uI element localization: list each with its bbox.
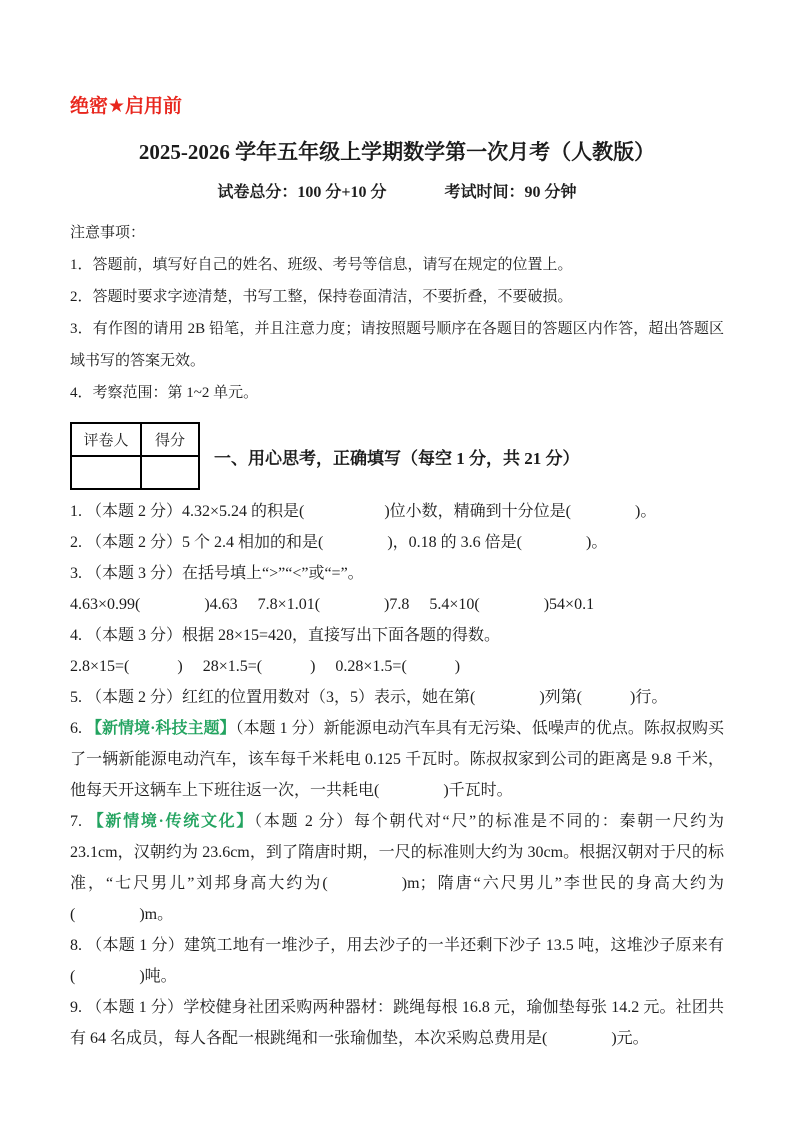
exam-title: 2025-2026 学年五年级上学期数学第一次月考（人教版） — [138, 140, 656, 164]
question-6-text: （本题 1 分）新能源电动汽车具有无污染、低噪声的优点。陈叔叔购买了一辆新能源电动汽车，该车每千米耗电 0.125 千瓦时。陈叔叔家到公司的距离是 9.8 千米，他每天开这辆车上下班往返一次，一共耗电( )千瓦时。 — [70, 720, 724, 799]
grading-cell-grader — [71, 456, 141, 489]
question-3 — [70, 558, 724, 589]
grading-header-score: 得分 — [141, 423, 199, 456]
question-2-number: 2. — [70, 534, 82, 551]
question-6-number: 6. — [70, 720, 82, 737]
question-1 — [70, 496, 724, 527]
question-8 — [70, 930, 724, 992]
question-7-tag: 【新情境·传统文化】 — [86, 813, 255, 830]
question-7 — [70, 806, 724, 930]
question-4 — [70, 620, 724, 651]
question-list — [70, 496, 724, 1054]
question-7-text: （本题 2 分）每个朝代对“尺”的标准是不同的：秦朝一尺约为 23.1cm，汉朝约为 23.6cm，到了隋唐时期，一尺的标准则大约为 30cm。根据汉朝对于尺的标准，“七尺男儿”刘邦身高大约为( )m；隋唐“六尺男儿”李世民的身高大约为( )m。 — [70, 813, 724, 923]
notice-section — [70, 217, 724, 409]
question-5 — [70, 682, 724, 713]
question-3-text: （本题 3 分）在括号填上“>”“<”或“=”。 — [86, 565, 364, 582]
question-2-text: （本题 2 分）5 个 2.4 相加的和是( )，0.18 的 3.6 倍是( )。 — [86, 534, 608, 551]
question-9-text: （本题 1 分）学校健身社团采购两种器材：跳绳每根 16.8 元，瑜伽垫每张 14.2 元。社团共有 64 名成员，每人各配一根跳绳和一张瑜伽垫，本次采购总费用是( )元。 — [70, 999, 724, 1047]
question-5-number: 5. — [70, 689, 82, 706]
exam-meta — [70, 182, 724, 204]
notice-heading: 注意事项： — [70, 225, 146, 241]
section-one-heading: 一、用心思考，正确填写（每空 1 分，共 21 分） — [214, 448, 580, 468]
question-7-number: 7. — [70, 813, 82, 830]
question-9-number: 9. — [70, 999, 82, 1016]
question-4-text: （本题 3 分）根据 28×15=420，直接写出下面各题的得数。 — [86, 627, 501, 644]
question-5-text: （本题 2 分）红红的位置用数对（3，5）表示，她在第( )列第( )行。 — [86, 689, 668, 706]
question-9 — [70, 992, 724, 1054]
section-one-header-row — [70, 422, 724, 490]
question-4-number: 4. — [70, 627, 82, 644]
notice-item-4: 4．考察范围：第 1~2 单元。 — [70, 385, 259, 401]
secrecy-label: 绝密★启用前 — [70, 96, 183, 117]
question-1-text: （本题 2 分）4.32×5.24 的积是( )位小数，精确到十分位是( )。 — [86, 503, 657, 520]
question-6-tag: 【新情境·科技主题】 — [86, 720, 236, 737]
question-1-number: 1. — [70, 503, 82, 520]
question-8-text: （本题 1 分）建筑工地有一堆沙子，用去沙子的一半还剩下沙子 13.5 吨，这堆沙子原来有( )吨。 — [70, 937, 724, 985]
total-score-label: 试卷总分：100 分+10 分 — [217, 184, 387, 201]
grading-header-grader: 评卷人 — [71, 423, 141, 456]
question-8-number: 8. — [70, 937, 82, 954]
grading-cell-score — [141, 456, 199, 489]
question-2 — [70, 527, 724, 558]
notice-item-2: 2．答题时要求字迹清楚，书写工整，保持卷面清洁，不要折叠，不要破损。 — [70, 289, 573, 305]
question-4-expressions: 2.8×15=( ) 28×1.5=( ) 0.28×1.5=( ) — [70, 658, 461, 675]
question-3-number: 3. — [70, 565, 82, 582]
notice-item-3: 3．有作图的请用 2B 铅笔，并且注意力度；请按照题号顺序在各题目的答题区内作答，超出答题区域书写的答案无效。 — [70, 321, 724, 369]
question-3-expressions: 4.63×0.99( )4.63 7.8×1.01( )7.8 5.4×10( )54×0.1 — [70, 596, 595, 613]
notice-item-1: 1．答题前，填写好自己的姓名、班级、考号等信息，请写在规定的位置上。 — [70, 257, 573, 273]
exam-time-label: 考试时间：90 分钟 — [444, 184, 577, 201]
question-6 — [70, 713, 724, 806]
grading-table — [70, 422, 200, 490]
